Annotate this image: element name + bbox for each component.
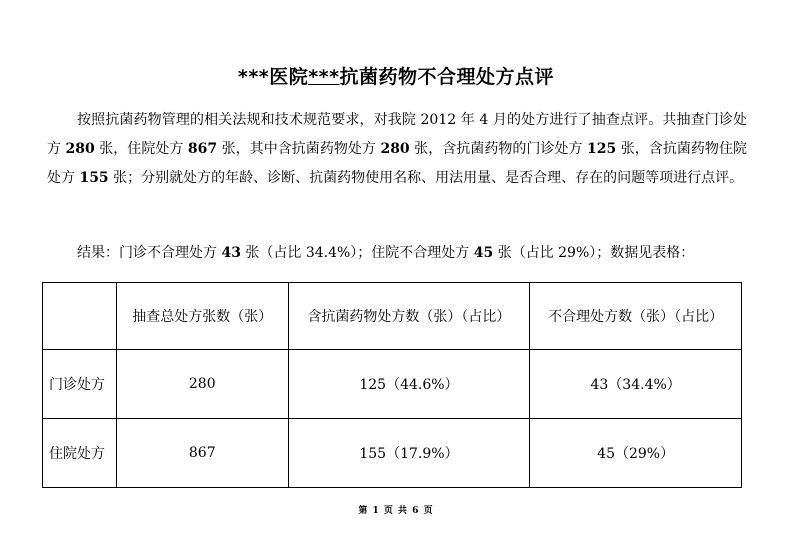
table-header-cell (43, 283, 117, 350)
table-header-cell: 不合理处方数（张）（占比） (530, 283, 742, 350)
table-row-label: 住院处方 (43, 419, 117, 488)
intro-text-1: 按照抗菌药物管理的相关法规和技术规范要求，对我院 2012 年 4 月的处方进行了抽查点评。共抽查门诊处方 (47, 112, 747, 157)
intro-number-2: 867 (187, 141, 218, 157)
document-title (0, 62, 792, 89)
table-row-label: 门诊处方 (43, 350, 117, 419)
intro-text-5: 张，含抗菌药物住院处方 (47, 141, 747, 186)
result-text-2: 张（占比 34.4%）；住院不合理处方 (240, 245, 474, 261)
title-prefix: ***医院 (237, 66, 309, 88)
table-header-cell: 抽查总处方张数（张） (116, 283, 288, 350)
result-paragraph (77, 239, 757, 268)
intro-paragraph (47, 106, 747, 193)
result-number-2: 45 (473, 245, 494, 261)
intro-number-5: 155 (79, 170, 109, 186)
table-cell: 45（29%） (530, 419, 742, 488)
page-footer: 第 1 页 共 6 页 (358, 506, 434, 516)
intro-text-6: 张；分别就处方的年龄、诊断、抗菌药物使用名称、用法用量、是否合理、存在的问题等项进行点评。 (108, 170, 744, 186)
intro-number-3: 280 (380, 141, 410, 157)
intro-text-4: 张，含抗菌药物的门诊处方 (409, 141, 588, 157)
title-underlined: *** (308, 66, 340, 88)
result-text-3: 张（占比 29%）；数据见表格： (493, 245, 695, 261)
table-cell: 280 (116, 350, 288, 419)
table-header-cell: 含抗菌药物处方数（张）（占比） (288, 283, 530, 350)
table-header-row (43, 283, 742, 350)
table-cell: 125（44.6%） (288, 350, 530, 419)
intro-number-1: 280 (65, 141, 95, 157)
title-suffix: 抗菌药物不合理处方点评 (339, 66, 555, 88)
table-cell: 43（34.4%） (530, 350, 742, 419)
prescription-table (42, 282, 742, 488)
table-cell: 867 (116, 419, 288, 488)
intro-text-3: 张，其中含抗菌药物处方 (217, 141, 381, 157)
result-text-1: 结果：门诊不合理处方 (77, 245, 222, 261)
result-number-1: 43 (221, 245, 241, 261)
table-row (43, 419, 742, 488)
table-cell: 155（17.9%） (288, 419, 530, 488)
intro-text-2: 张，住院处方 (94, 141, 188, 157)
intro-number-4: 125 (587, 141, 617, 157)
table-row (43, 350, 742, 419)
